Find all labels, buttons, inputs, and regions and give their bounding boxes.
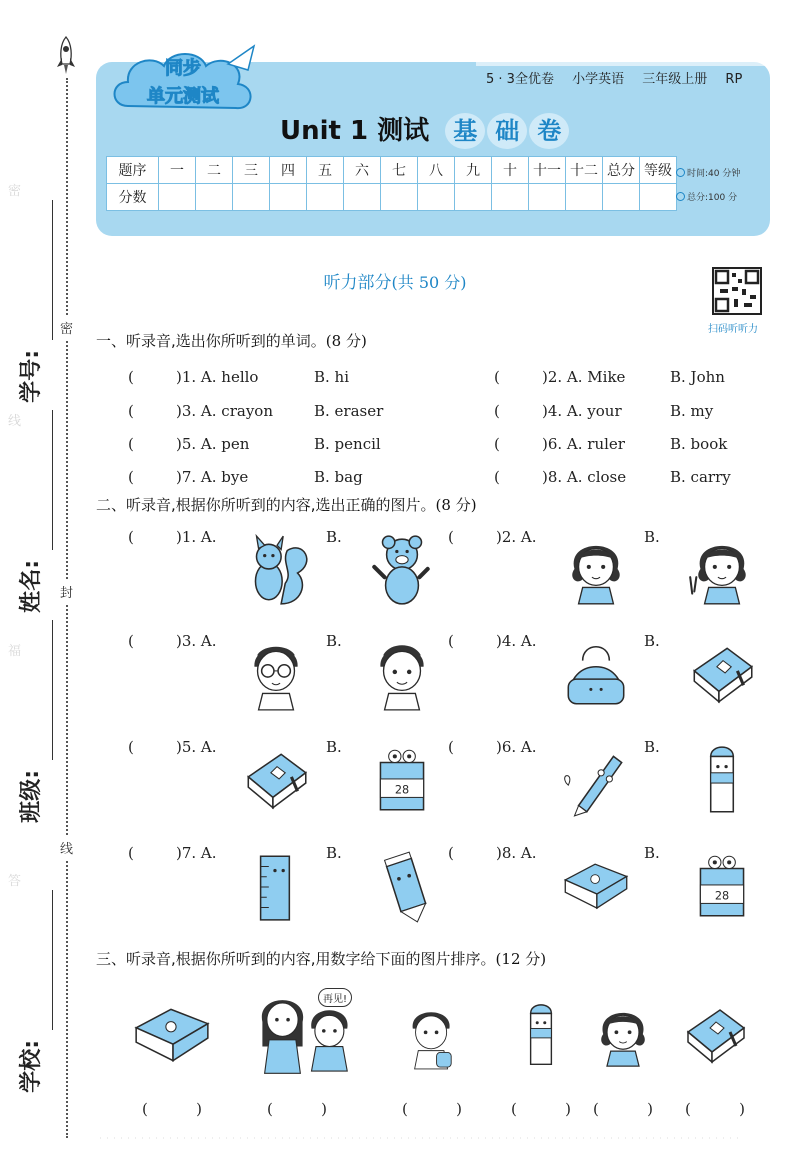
girl-picture[interactable] xyxy=(590,994,656,1082)
answer-blank[interactable]: ( xyxy=(128,368,134,386)
q2-option-a-label: )6. A. xyxy=(496,738,537,756)
answer-blank[interactable]: ( xyxy=(494,468,500,486)
score-cell[interactable] xyxy=(418,184,455,211)
pencil-picture[interactable] xyxy=(366,848,438,930)
q1-option-b: B. bag xyxy=(314,468,363,486)
cell: 八 xyxy=(418,157,455,184)
q1-option-a: )7. A. bye xyxy=(176,468,249,486)
q1-heading xyxy=(96,330,367,351)
pencil-box-picture[interactable] xyxy=(560,848,632,930)
score-cell[interactable] xyxy=(529,184,566,211)
answer-blank[interactable]: ( xyxy=(128,402,134,420)
time-limit-text: 时间:40 分钟 xyxy=(687,169,741,179)
q2-option-b-label: B. xyxy=(644,528,660,546)
q1-option-a: )5. A. pen xyxy=(176,435,250,453)
score-cell[interactable] xyxy=(492,184,529,211)
q2-option-a-label: )5. A. xyxy=(176,738,217,756)
student-id-label: 学号: xyxy=(19,350,44,403)
score-cell[interactable] xyxy=(566,184,603,211)
q2-option-a-label: )3. A. xyxy=(176,632,217,650)
order-blank[interactable]: ( ) xyxy=(402,1100,462,1118)
q2-option-a-label: )1. A. xyxy=(176,528,217,546)
score-table-header-row xyxy=(107,157,677,184)
seal-xian: 线 xyxy=(60,836,73,859)
answer-blank[interactable]: ( xyxy=(448,632,454,650)
cell: 十二 xyxy=(566,157,603,184)
q2-option-a-label: )7. A. xyxy=(176,844,217,862)
book-picture[interactable] xyxy=(240,742,312,824)
badge-line2: 单元测试 xyxy=(147,86,219,107)
score-cell[interactable] xyxy=(233,184,270,211)
answer-blank[interactable]: ( xyxy=(128,528,134,546)
score-cell[interactable] xyxy=(159,184,196,211)
score-cell[interactable] xyxy=(196,184,233,211)
q2-option-a-label: )2. A. xyxy=(496,528,537,546)
qr-caption: 扫码听听力 xyxy=(708,324,758,335)
order-blank[interactable]: ( ) xyxy=(685,1100,745,1118)
cell: 七 xyxy=(381,157,418,184)
name-field[interactable] xyxy=(8,560,68,740)
q3-heading-text: 三、听录音,根据你所听到的内容,用数字给下面的图片排序。 xyxy=(96,950,496,968)
total-score xyxy=(676,190,737,203)
cell: 四 xyxy=(270,157,307,184)
q2-option-b-label: B. xyxy=(326,632,342,650)
name-label: 姓名: xyxy=(19,560,44,613)
q2-option-b-label: B. xyxy=(326,844,342,862)
score-table xyxy=(106,156,677,211)
ghost-mark: 线 xyxy=(8,414,22,429)
q3-points: (12 分) xyxy=(495,950,547,968)
score-cell[interactable] xyxy=(344,184,381,211)
answer-blank[interactable]: ( xyxy=(128,468,134,486)
boy-glasses-picture[interactable] xyxy=(240,636,312,718)
q1-option-a: )1. A. hello xyxy=(176,368,259,386)
q3-heading xyxy=(96,948,546,969)
q1-option-b: B. eraser xyxy=(314,402,384,420)
series-brand: 5 · 3全优卷 xyxy=(486,72,554,87)
listening-section-title xyxy=(0,268,790,293)
total-score-text: 总分:100 分 xyxy=(687,193,738,203)
answer-blank[interactable]: ( xyxy=(448,528,454,546)
pen-picture[interactable] xyxy=(560,742,632,824)
seal-mi: 密 xyxy=(60,316,73,339)
answer-blank[interactable]: ( xyxy=(494,368,500,386)
seal-feng: 封 xyxy=(60,580,73,603)
series-edition: RP xyxy=(725,72,743,87)
cell: 一 xyxy=(159,157,196,184)
q1-heading-text: 一、听录音,选出你所听到的单词。 xyxy=(96,332,326,350)
school-label: 学校: xyxy=(19,1040,44,1093)
cell: 分数 xyxy=(107,184,159,211)
eraser-picture[interactable] xyxy=(366,742,438,824)
listening-title: 听力部分 xyxy=(323,273,392,293)
answer-blank[interactable]: ( xyxy=(128,844,134,862)
boy-picture[interactable] xyxy=(366,636,438,718)
score-table-score-row xyxy=(107,184,677,211)
student-id-field[interactable] xyxy=(8,350,68,530)
level-tag xyxy=(444,113,570,149)
cell: 二 xyxy=(196,157,233,184)
school-field[interactable] xyxy=(8,1040,68,1173)
cell: 等级 xyxy=(640,157,677,184)
ruler-picture[interactable] xyxy=(240,848,312,930)
order-blank[interactable]: ( ) xyxy=(267,1100,327,1118)
crayon-picture[interactable] xyxy=(686,742,758,824)
q2-option-a-label: )4. A. xyxy=(496,632,537,650)
cell: 总分 xyxy=(603,157,640,184)
q1-option-b: B. book xyxy=(670,435,728,453)
binding-margin xyxy=(0,0,90,1173)
q1-option-a: )4. A. your xyxy=(542,402,622,420)
q2-option-b-label: B. xyxy=(644,844,660,862)
q2-option-b-label: B. xyxy=(644,738,660,756)
score-cell[interactable] xyxy=(640,184,677,211)
q1-option-a: )3. A. crayon xyxy=(176,402,273,420)
q2-option-b-label: B. xyxy=(326,528,342,546)
score-cell[interactable] xyxy=(381,184,418,211)
answer-blank[interactable]: ( xyxy=(494,435,500,453)
q1-option-a: )6. A. ruler xyxy=(542,435,625,453)
check-icon xyxy=(676,192,685,201)
series-info xyxy=(486,68,756,87)
girl-picture[interactable] xyxy=(560,532,632,614)
title-main: Unit 1 测试 xyxy=(280,116,430,146)
book-picture[interactable] xyxy=(680,994,750,1082)
cell: 九 xyxy=(455,157,492,184)
answer-blank[interactable]: ( xyxy=(494,402,500,420)
q2-option-a-label: )8. A. xyxy=(496,844,537,862)
q2-points: (8 分) xyxy=(435,496,477,514)
cell: 三 xyxy=(233,157,270,184)
class-label: 班级: xyxy=(19,770,44,823)
boy-bag-picture[interactable] xyxy=(400,994,464,1082)
ghost-mark: 答 xyxy=(8,874,22,889)
sync-unit-test-badge xyxy=(108,44,258,122)
q1-option-b: B. pencil xyxy=(314,435,381,453)
q1-option-b: B. carry xyxy=(670,468,731,486)
bottom-dots-decoration xyxy=(100,1134,740,1142)
ghost-mark: 福 xyxy=(8,644,22,659)
pencil-box-picture[interactable] xyxy=(130,994,214,1082)
answer-blank[interactable]: ( xyxy=(128,435,134,453)
class-line xyxy=(52,620,53,760)
answer-blank[interactable]: ( xyxy=(448,844,454,862)
class-field[interactable] xyxy=(8,770,68,950)
score-cell[interactable] xyxy=(307,184,344,211)
qr-code-icon[interactable] xyxy=(712,267,762,315)
rocket-icon xyxy=(55,36,77,76)
bag-picture[interactable] xyxy=(560,636,632,718)
book-picture[interactable] xyxy=(686,636,758,718)
ghost-mark: 密 xyxy=(8,184,22,199)
answer-blank[interactable]: ( xyxy=(448,738,454,756)
cell: 六 xyxy=(344,157,381,184)
cell: 十一 xyxy=(529,157,566,184)
crayon-picture[interactable] xyxy=(508,994,574,1082)
squirrel-picture[interactable] xyxy=(240,532,312,614)
q2-heading-text: 二、听录音,根据你所听到的内容,选出正确的图片。 xyxy=(96,496,436,514)
eraser-picture[interactable] xyxy=(686,848,758,930)
level-tag-char: 础 xyxy=(487,113,527,149)
q1-option-a: )8. A. close xyxy=(542,468,627,486)
q1-option-b: B. my xyxy=(670,402,714,420)
name-line xyxy=(52,410,53,550)
answer-blank[interactable]: ( xyxy=(128,632,134,650)
cell: 十 xyxy=(492,157,529,184)
badge-line1: 同步 xyxy=(165,58,201,79)
order-blank[interactable]: ( ) xyxy=(142,1100,202,1118)
clock-icon xyxy=(676,168,685,177)
answer-blank[interactable]: ( xyxy=(128,738,134,756)
score-cell[interactable] xyxy=(270,184,307,211)
q1-option-b: B. hi xyxy=(314,368,350,386)
bear-picture[interactable] xyxy=(366,532,438,614)
score-cell[interactable] xyxy=(603,184,640,211)
girl-wave-picture[interactable] xyxy=(686,532,758,614)
level-tag-char: 卷 xyxy=(529,113,569,149)
cell: 五 xyxy=(307,157,344,184)
order-blank[interactable]: ( ) xyxy=(593,1100,653,1118)
speech-bubble: 再见! xyxy=(318,988,352,1007)
school-line xyxy=(52,890,53,1030)
q2-option-b-label: B. xyxy=(326,738,342,756)
order-blank[interactable]: ( ) xyxy=(511,1100,571,1118)
cell: 题序 xyxy=(107,157,159,184)
listening-points: (共 50 分) xyxy=(391,273,467,292)
q1-points: (8 分) xyxy=(325,332,367,350)
level-tag-char: 基 xyxy=(445,113,485,149)
score-cell[interactable] xyxy=(455,184,492,211)
q1-option-a: )2. A. Mike xyxy=(542,368,626,386)
q1-option-b: B. John xyxy=(670,368,725,386)
q2-option-b-label: B. xyxy=(644,632,660,650)
series-grade: 三年级上册 xyxy=(642,72,708,87)
time-limit xyxy=(676,166,740,179)
q2-heading xyxy=(96,494,477,515)
svg-text:28: 28 xyxy=(394,783,410,797)
series-subject: 小学英语 xyxy=(572,72,625,87)
page-title xyxy=(280,110,570,149)
svg-text:28: 28 xyxy=(714,889,730,903)
